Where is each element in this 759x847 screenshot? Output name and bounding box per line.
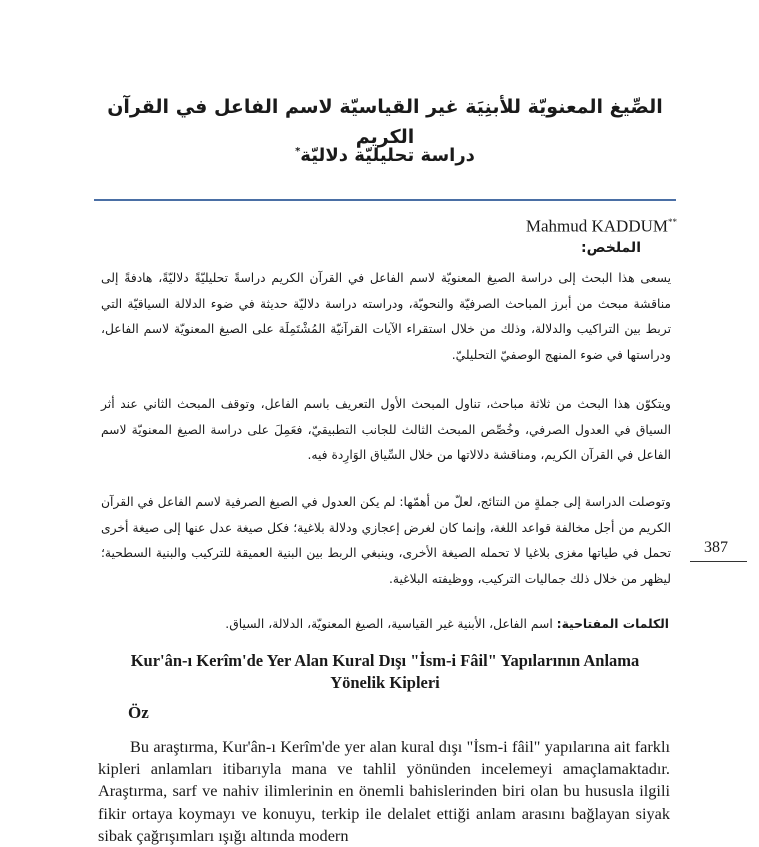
keywords-label: الكلمات المفتاحية: <box>556 617 669 631</box>
abstract-paragraph-1: يسعى هذا البحث إلى دراسة الصيغ المعنويّة لاسم الفاعل في القرآن الكريم دراسةً تحليليّةً دلاليّةً، هادفةً إلى مناقشة مبحث من أبرز المباحث الصرفيّة والنحويّة، ودراسته دراسة دلاليّة حديثة في ضوء الدلالة السياقيّة التي تربط بين التراكيب والدلالة، وذلك من خلال استقراء الآيات القرآنيّة المُشْتَمِلَة على الصيغ المعنويّة لاسم الفاعل، ودراستها في ضوء المنهج الوصفيّ التحليليّ. <box>101 271 671 362</box>
article-subtitle-arabic <box>100 138 670 170</box>
keywords-text: اسم الفاعل، الأبنية غير القياسية، الصيغ المعنويّة، الدلالة، السياق. <box>225 617 553 631</box>
keywords-line <box>109 612 669 636</box>
article-title-turkish: Kur'ân-ı Kerîm'de Yer Alan Kural Dışı "İsm-i Fâil" Yapılarının Anlama Yönelik Kipleri <box>130 651 640 692</box>
abstract-paragraph-2: ويتكوّن هذا البحث من ثلاثة مباحث، تناول المبحث الأول التعريف باسم الفاعل، وتوقف المبحث الثاني عند أثر السياق في العدول الصرفي، وخُصِّص المبحث الثالث للجانب التطبيقيّ، فعَمِلَ على دراسة الصيغ المعنويّة لاسم الفاعل في القرآن الكريم، ومناقشة دلالاتها من خلال السِّياق الوَارِدة فيه. <box>101 397 671 462</box>
title-divider <box>94 199 676 201</box>
page-number-rule <box>690 561 747 562</box>
abstract-paragraph-3: وتوصلت الدراسة إلى جملةٍ من النتائج، لعلّ من أهمّها: لم يكن العدول في الصيغ الصرفية لاسم الفاعل في القرآن الكريم من أجل مخالفة قواعد اللغة، وإنما كان لغرض إعجازي ودلالة بلاغية؛ فكل صيغة عدل عنها إلى صيغة أخرى تحمل في طياتها مغزى بلاغيا لا تحمله الصيغة الأخرى، وينبغي الربط بين البنية العميقة للتركيب والبنية السطحية؛ ليظهر من خلال ذلك جماليات التركيب، ووظيفته البلاغية. <box>101 495 671 586</box>
author-name: Mahmud KADDUM <box>525 216 668 236</box>
subtitle-text: دراسة تحليليّة دلاليّة <box>300 145 475 166</box>
author-footnote-marker: ** <box>668 217 677 227</box>
oz-paragraph: Bu araştırma, Kur'ân-ı Kerîm'de yer alan kural dışı "İsm-i fâil" yapılarına ait farklı kipleri anlamları itibarıyla mana ve tahlil yönünden incelemeyi amaçlamaktadır. Araştırma, sarf ve nahiv ilimlerinin en önemli bahislerinden biri olan bu hususla ilgili fikir ortaya koymayı ve konuyu, terkip ile delalet ettiği anlam arasını bağlayan siyak sibak çağrışımları ışığı altında modern <box>98 737 670 845</box>
page-number: 387 <box>704 539 728 556</box>
oz-heading: Öz <box>128 703 149 722</box>
subtitle-footnote-marker: * <box>295 146 301 157</box>
author-line <box>526 212 677 237</box>
abstract-heading: الملخص: <box>581 240 641 256</box>
article-title-arabic: الصِّيغ المعنويّة للأبنِيَة غير القياسيّة لاسم الفاعل في القرآن الكريم <box>107 96 663 148</box>
